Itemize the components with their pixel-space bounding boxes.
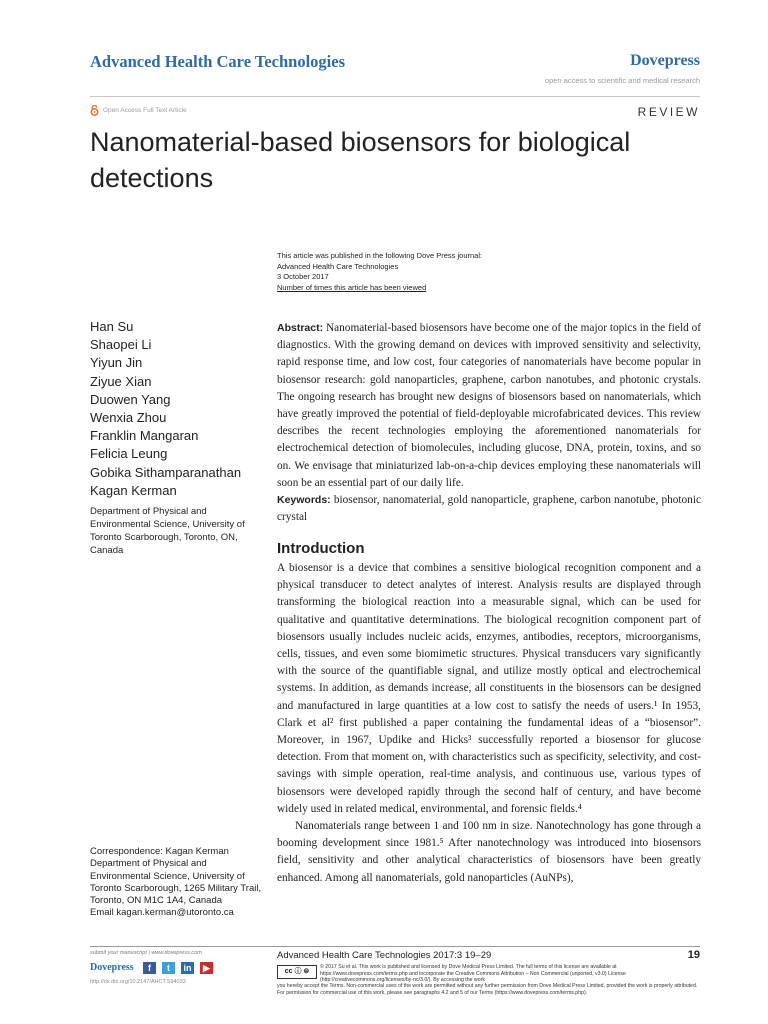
abstract-label: Abstract:	[277, 322, 324, 334]
author: Ziyue Xian	[90, 373, 152, 389]
social-links	[143, 962, 213, 974]
paragraph: Nanomaterials range between 1 and 100 nm in size. Nanotechnology has gone through a booming development since 1981.⁵ After nanotechnology was introduced into biosensors field, sensitivity and other analytical characteristics of biosensors have been greatly enhanced. Among all nanomaterials, gold nanoparticles (AuNPs),	[277, 820, 701, 884]
views-link[interactable]: Number of times this article has been viewed	[277, 282, 427, 292]
pub-line: This article was published in the following Dove Press journal:	[277, 251, 483, 260]
abstract	[277, 320, 701, 526]
open-access-label	[90, 105, 187, 116]
publication-info	[277, 251, 482, 293]
article-title: Nanomaterial-based biosensors for biological detections	[90, 127, 631, 193]
author: Franklin Mangaran	[90, 428, 199, 444]
youtube-icon[interactable]: ▶	[200, 962, 213, 974]
paragraph: A biosensor is a device that combines a sensitive biological recognition component and a physical transducer to detect analytes of interest. Analysis results are displayed through transforming the biological reaction into a measurable signal, which can be used for qualitative and quantitative determinations. The biological recognition component part of biosensors usually includes nucleic acids, enzymes, antibodies, receptors, microorganisms, cells, tissues, and even some biomimetic structures. Physical transducers vary significantly with the source of the quantifiable signal, and utilize mostly optical and electrochemical systems. In addition, as demands increase, all constituents in the biosensors can be designed and manufactured in large quantities at a low cost to satisfy the needs of users.¹ In 1953, Clark et al² first published a paper containing the fundamental ideas of a “biosensor”. Moreover, in 1967, Updike and Hicks³ successfully reported a biosensor for glucose detection. From that moment on, with characteristics such as specificity, selectivity, and cost-savings with simple operation, real-time analysis, and continuous use, various types of biosensors were developed rapidly through the second half of century, and have become widely used in related medical, environmental, and forensic fields.⁴	[277, 562, 701, 815]
doi-link[interactable]: http://dx.doi.org/10.2147/AHCT.S94033	[90, 979, 186, 985]
keywords-text: biosensor, nanomaterial, gold nanoparticle, graphene, carbon nanotube, photonic crystal	[277, 494, 701, 524]
citation: Advanced Health Care Technologies 2017:3 19–29	[277, 950, 492, 961]
facebook-icon[interactable]: f	[143, 962, 156, 974]
author: Kagan Kerman	[90, 482, 177, 498]
correspondence-label: Correspondence: Kagan Kerman	[90, 846, 229, 857]
license-text: © 2017 Su et al. This work is published and licensed by Dove Medical Press Limited. The full terms of this license are available at https://www.dovepress.com/terms.php and incorporate the Creative Commons Attribution – Non Commercial (unported, v3.0) License (http://creativecommons.org/licenses/by-nc/3.0/). By accessing the work	[320, 964, 626, 984]
abstract-text: Nanomaterial-based biosensors have become one of the major topics in the field of diagnostics. With the growing demand on devices with improved sensitivity and selectivity, rapid response time, and low cost, four categories of nanomaterials have become popular in biosensor research: gold nanoparticles, graphene, carbon nanotubes, and photonic crystals. The ongoing research has brought new designs of biosensors based on nanomaterials, which have greatly improved the potential of field-deployable microfabricated devices. This review describes the recent technologies employing the aforementioned nanomaterials for electrochemical detection of biomolecules, including glucose, DNA, protein, toxins, and so on. We envisage that miniaturized lab-on-a-chip devices employing these nanomaterials will soon be an essential part of our daily life.	[277, 322, 702, 489]
introduction-heading: Introduction	[277, 540, 365, 557]
correspondence	[90, 846, 265, 920]
header-divider	[90, 96, 700, 97]
dovepress-logo[interactable]: Dovepress	[630, 52, 700, 69]
journal-title[interactable]: Advanced Health Care Technologies	[90, 52, 346, 71]
author-list	[90, 318, 241, 500]
footer-divider	[90, 946, 700, 947]
creative-commons-badge[interactable]: cc ⓘ ⊜	[277, 965, 317, 979]
keywords-label: Keywords:	[277, 494, 331, 507]
author: Han Su	[90, 319, 134, 334]
introduction-body	[277, 560, 701, 887]
linkedin-icon[interactable]: in	[181, 962, 194, 974]
open-access-text: Open Access Full Text Article	[103, 107, 187, 114]
dovepress-footer-logo[interactable]: Dovepress	[90, 962, 134, 973]
author: Gobika Sithamparanathan	[90, 464, 242, 480]
author: Shaopei Li	[90, 337, 152, 353]
article-type: REVIEW	[637, 105, 700, 119]
submit-manuscript-link[interactable]: submit your manuscript | www.dovepress.com	[90, 950, 202, 956]
author: Wenxia Zhou	[90, 410, 167, 426]
author: Felicia Leung	[90, 446, 168, 462]
brand-tagline: open access to scientific and medical research	[544, 76, 700, 85]
twitter-icon[interactable]: t	[162, 962, 175, 974]
pub-journal: Advanced Health Care Technologies	[277, 261, 399, 271]
pub-date: 3 October 2017	[277, 272, 329, 281]
author: Duowen Yang	[90, 391, 171, 407]
correspondence-email[interactable]: Email kagan.kerman@utoronto.ca	[90, 907, 234, 919]
license-text-continued: you hereby accept the Terms. Non-commercial uses of the work are permitted without any further permission from Dove Medical Press Limited, provided the work is properly attributed. For permission for commercial use of this work, please see paragraphs 4.2 and 5 of our Terms (https://www.dovepress.com/terms.php).	[277, 983, 698, 996]
page-number: 19	[687, 949, 700, 961]
affiliation: Department of Physical and Environmental Science, University of Toronto Scarborough, Toronto, ON, Canada	[90, 506, 245, 556]
correspondence-address: Department of Physical and Environmental Science, University of Toronto Scarborough, 1265 Military Trail, Toronto, ON M1C 1A4, Canada	[90, 858, 262, 907]
author: Yiyun Jin	[90, 355, 143, 371]
open-access-icon	[90, 105, 99, 116]
